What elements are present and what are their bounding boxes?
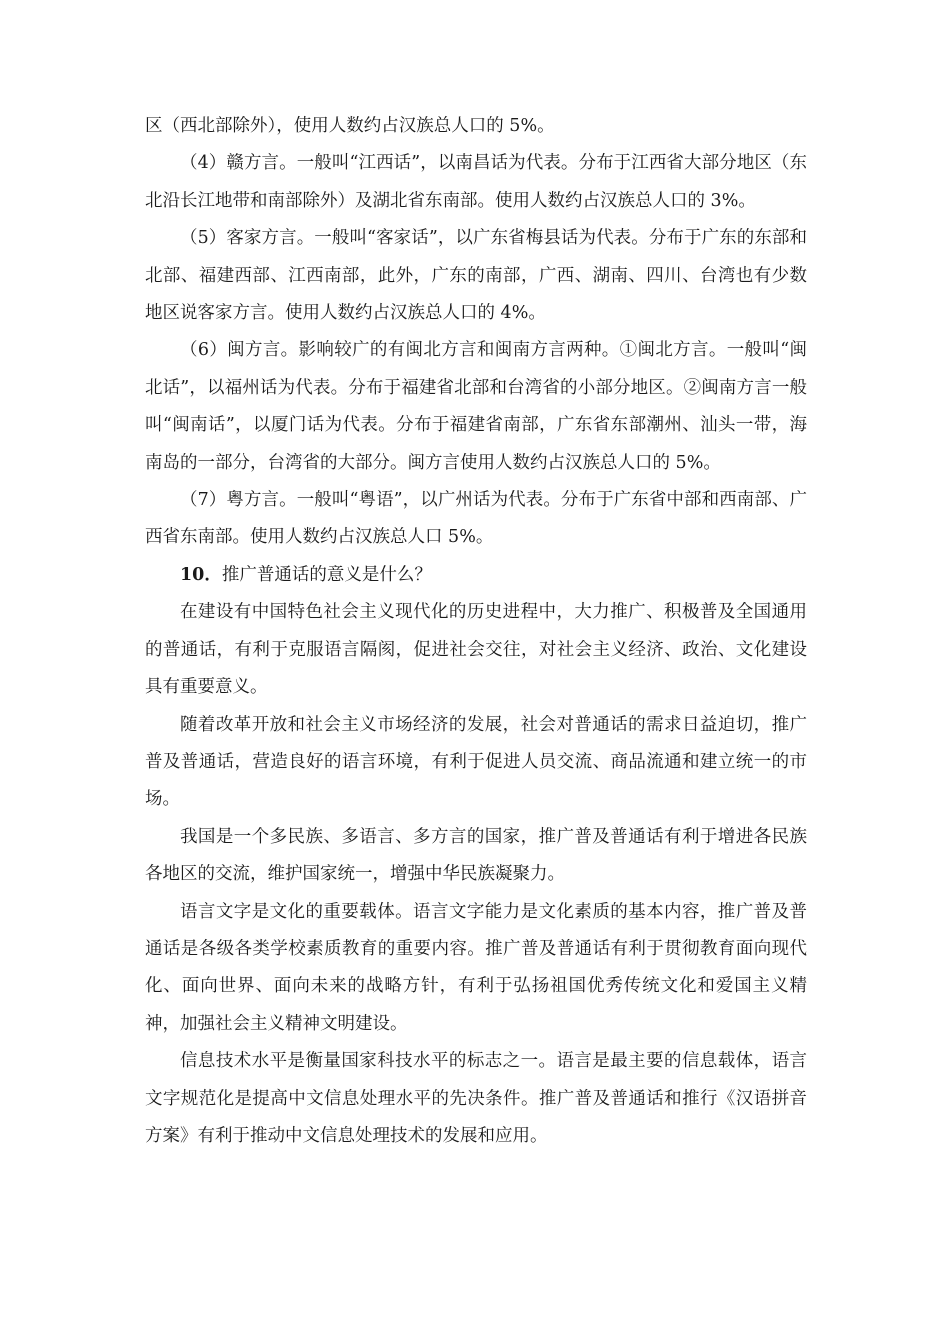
paragraph-min-dialect: （6）闽方言。影响较广的有闽北方言和闽南方言两种。①闽北方言。一般叫“闽北话”，以福州话为代表。分布于福建省北部和台湾省的小部分地区。②闽南方言一般叫“闽南话”，以厦门话为代表。分布于福建省南部，广东省东部潮州、汕头一带，海南岛的一部分，台湾省的大部分。闽方言使用人数约占汉族总人口的 5%。: [145, 340, 807, 473]
question-number: 10．: [180, 564, 222, 585]
question-text: 推广普通话的意义是什么？: [221, 564, 432, 585]
answer-paragraph-2: 随着改革开放和社会主义市场经济的发展，社会对普通话的需求日益迫切，推广普及普通话，营造良好的语言环境，有利于促进人员交流、商品流通和建立统一的市场。: [145, 714, 807, 810]
answer-paragraph-4: 语言文字是文化的重要载体。语言文字能力是文化素质的基本内容，推广普及普通话是各级各类学校素质教育的重要内容。推广普及普通话有利于贯彻教育面向现代化、面向世界、面向未来的战略方针，有利于弘扬祖国优秀传统文化和爱国主义精神，加强社会主义精神文明建设。: [145, 901, 807, 1034]
answer-paragraph-5: 信息技术水平是衡量国家科技水平的标志之一。语言是最主要的信息载体，语言文字规范化是提高中文信息处理水平的先决条件。推广普及普通话和推行《汉语拼音方案》有利于推动中文信息处理技术的发展和应用。: [145, 1051, 807, 1146]
paragraph-gan-dialect: （4）赣方言。一般叫“江西话”，以南昌话为代表。分布于江西省大部分地区（东北沿长江地带和南部除外）及湖北省东南部。使用人数约占汉族总人口的 3%。: [145, 153, 807, 211]
document-body: [145, 108, 807, 1155]
paragraph-yue-dialect: （7）粤方言。一般叫“粤语”，以广州话为代表。分布于广东省中部和西南部、广西省东南部。使用人数约占汉族总人口 5%。: [145, 490, 807, 548]
question-heading: [145, 557, 807, 594]
paragraph-continuation: 区（西北部除外），使用人数约占汉族总人口的 5%。: [145, 116, 555, 136]
answer-paragraph-3: 我国是一个多民族、多语言、多方言的国家，推广普及普通话有利于增进各民族各地区的交流，维护国家统一，增强中华民族凝聚力。: [145, 826, 807, 885]
paragraph-hakka-dialect: （5）客家方言。一般叫“客家话”，以广东省梅县话为代表。分布于广东的东部和北部、福建西部、江西南部，此外，广东的南部，广西、湖南、四川、台湾也有少数地区说客家方言。使用人数约占汉族总人口的 4%。: [145, 228, 807, 324]
answer-paragraph-1: 在建设有中国特色社会主义现代化的历史进程中，大力推广、积极普及全国通用的普通话，有利于克服语言隔阂，促进社会交往，对社会主义经济、政治、文化建设具有重要意义。: [145, 602, 807, 698]
